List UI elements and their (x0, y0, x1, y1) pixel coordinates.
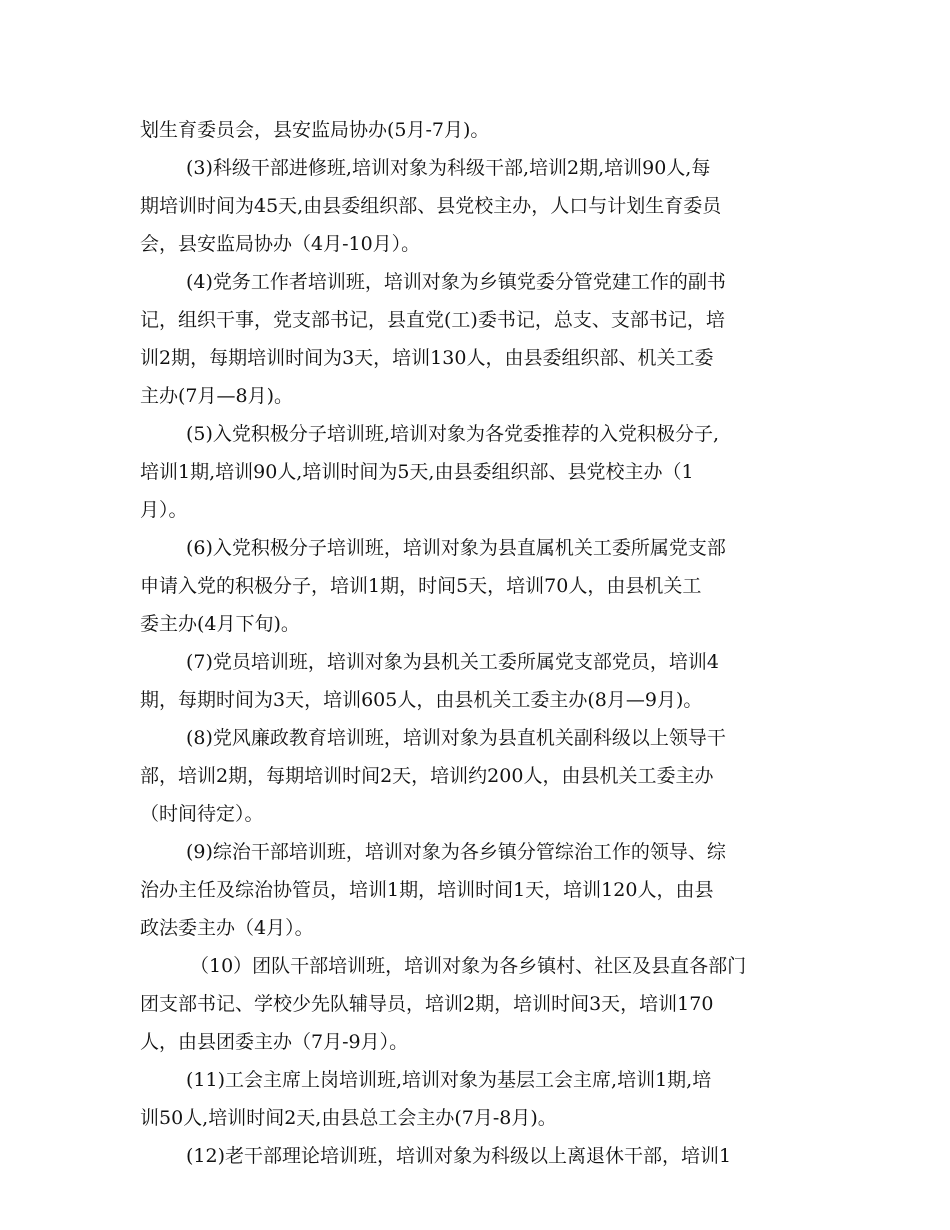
text-line: (4)党务工作者培训班，培训对象为乡镇党委分管党建工作的副书 (186, 271, 726, 293)
text-line: 申请入党的积极分子，培训1期，时间5天，培训70人，由县机关工 (140, 575, 702, 597)
text-line: (7)党员培训班，培训对象为县机关工委所属党支部党员，培训4 (186, 651, 720, 673)
text-line: (3)科级干部进修班,培训对象为科级干部,培训2期,培训90人,每 (186, 157, 711, 179)
text-line: 训2期，每期培训时间为3天，培训130人，由县委组织部、机关工委 (140, 347, 714, 369)
text-line: 政法委主办（4月）。 (140, 917, 314, 939)
text-line: 部，培训2期，每期培训时间2天，培训约200人，由县机关工委主办 (140, 765, 714, 787)
text-line: 期培训时间为45天,由县委组织部、县党校主办，人口与计划生育委员 (140, 195, 722, 217)
text-line: 会，县安监局协办（4月-10月）。 (140, 233, 421, 255)
text-line: 主办(7月—8月)。 (140, 385, 294, 407)
text-line: 委主办(4月下旬)。 (140, 613, 300, 635)
text-line: (9)综治干部培训班，培训对象为各乡镇分管综治工作的领导、综 (186, 841, 726, 863)
text-line: (6)入党积极分子培训班，培训对象为县直属机关工委所属党支部 (186, 537, 726, 559)
text-line: （10）团队干部培训班，培训对象为各乡镇村、社区及县直各部门 (190, 955, 747, 977)
text-line: (11)工会主席上岗培训班,培训对象为基层工会主席,培训1期,培 (186, 1069, 712, 1091)
text-line: (12)老干部理论培训班，培训对象为科级以上离退休干部，培训1 (186, 1145, 732, 1167)
text-line: (5)入党积极分子培训班,培训对象为各党委推荐的入党积极分子, (186, 423, 719, 445)
text-line: 记，组织干事，党支部书记，县直党(工)委书记，总支、支部书记，培 (140, 309, 725, 331)
text-line: 期，每期时间为3天，培训605人，由县机关工委主办(8月—9月)。 (140, 689, 703, 711)
text-line: 训50人,培训时间2天,由县总工会主办(7月-8月)。 (140, 1107, 557, 1129)
text-line: 培训1期,培训90人,培训时间为5天,由县委组织部、县党校主办（1 (140, 461, 694, 483)
text-line: 划生育委员会，县安监局协办(5月-7月)。 (140, 119, 490, 141)
text-line: (8)党风廉政教育培训班，培训对象为县直机关副科级以上领导干 (186, 727, 726, 749)
text-line: 团支部书记、学校少先队辅导员，培训2期，培训时间3天，培训170 (140, 993, 714, 1015)
text-line: 人，由县团委主办（7月-9月）。 (140, 1031, 409, 1053)
text-line: 治办主任及综治协管员，培训1期，培训时间1天，培训120人，由县 (140, 879, 714, 901)
text-line: （时间待定）。 (140, 803, 264, 825)
text-line: 月）。 (140, 499, 188, 521)
